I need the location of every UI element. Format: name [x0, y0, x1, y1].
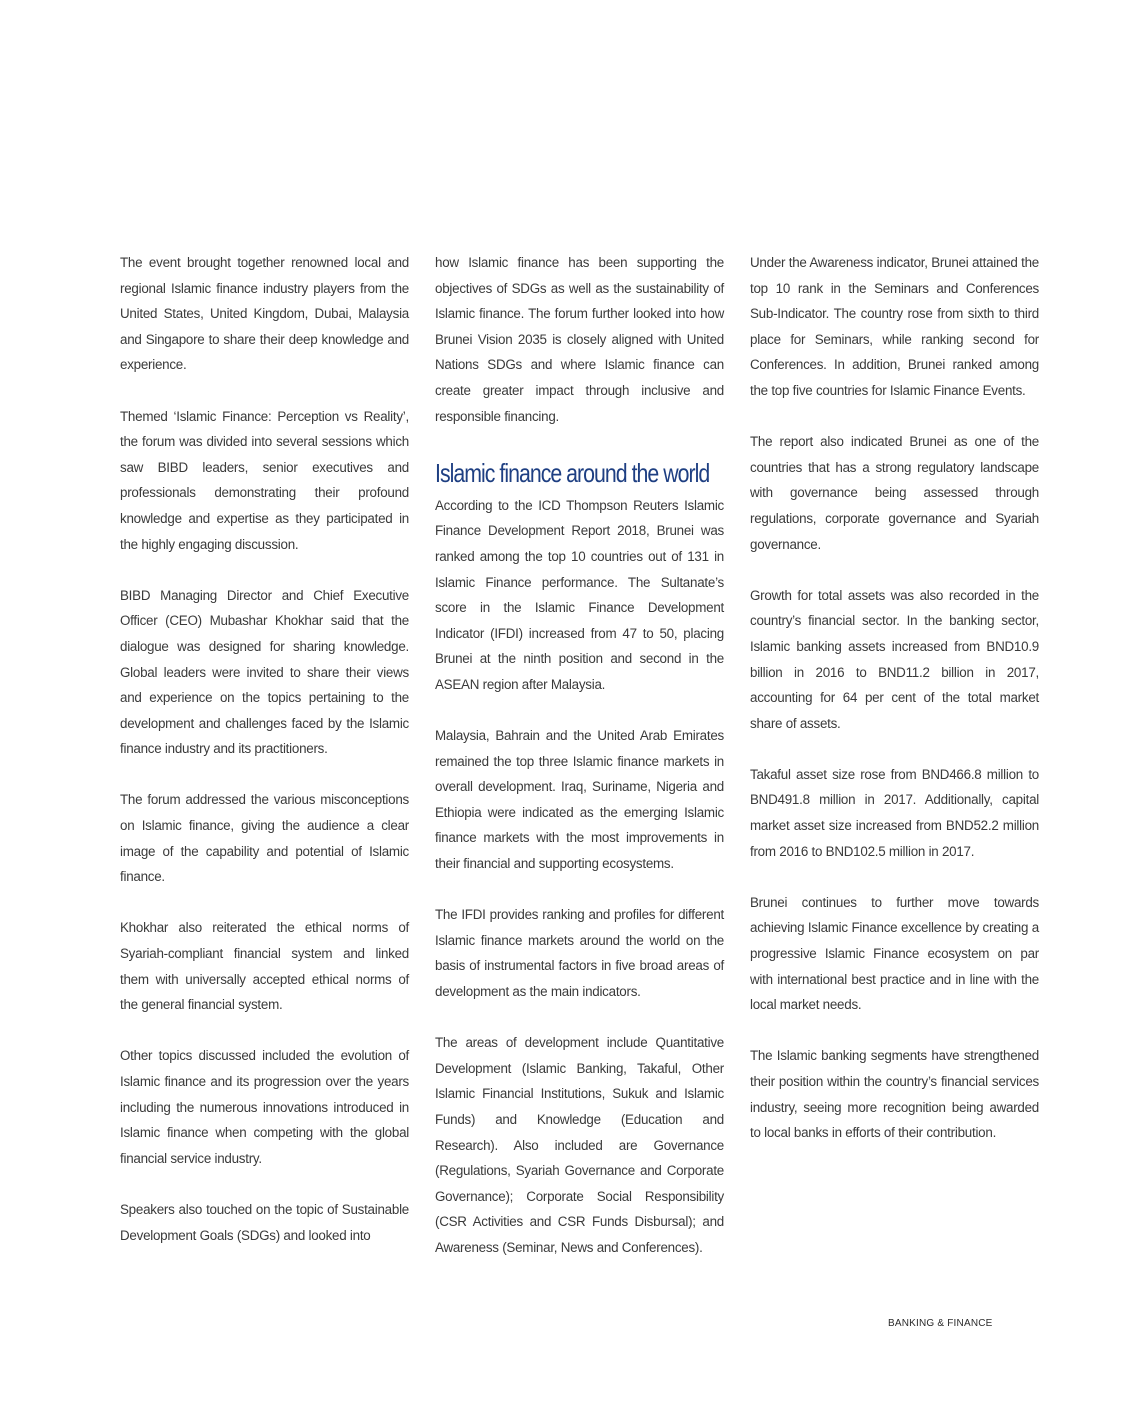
- paragraph: Takaful asset size rose from BND466.8 million to BND491.8 million in 2017. Additionally, capital market asset size increased from BND52.2 million from 2016 to BND102.5 million in 2017.: [750, 766, 1039, 859]
- section-heading: Islamic finance around the world: [435, 457, 710, 488]
- paragraph: Brunei continues to further move towards achieving Islamic Finance excellence by creating a progressive Islamic Finance ecosystem on par with international best practice and in line with the local market needs.: [750, 894, 1039, 1013]
- paragraph: BIBD Managing Director and Chief Executive Officer (CEO) Mubashar Khokhar said that the dialogue was designed for sharing knowledge. Global leaders were invited to share their views and experience on the topics pertaining to the development and challenges faced by the Islamic finance industry and its practitioners.: [120, 587, 409, 757]
- paragraph: Speakers also touched on the topic of Sustainable Development Goals (SDGs) and looked into: [120, 1201, 409, 1243]
- paragraph: The IFDI provides ranking and profiles for different Islamic finance markets around the world on the basis of instrumental factors in five broad areas of development as the main indicators.: [435, 907, 724, 1000]
- paragraph: According to the ICD Thompson Reuters Islamic Finance Development Report 2018, Brunei was ranked among the top 10 countries out of 131 in Islamic Finance performance. The Sultanate’s score in the Islamic Finance Development Indicator (IFDI) increased from 47 to 50, placing Brunei at the ninth position and second in the ASEAN region after Malaysia.: [435, 497, 724, 692]
- paragraph: how Islamic finance has been supporting the objectives of SDGs as well as the sustainability of Islamic finance. The forum further looked into how Brunei Vision 2035 is closely aligned with United Nations SDGs and where Islamic finance can create greater impact through inclusive and responsible financing.: [435, 255, 724, 424]
- paragraph: Malaysia, Bahrain and the United Arab Emirates remained the top three Islamic finance markets in overall development. Iraq, Suriname, Nigeria and Ethiopia were indicated as the emerging Islamic finance markets with the most improvements in their financial and supporting ecosystems.: [435, 728, 724, 872]
- paragraph: Under the Awareness indicator, Brunei attained the top 10 rank in the Seminars and Conferences Sub-Indicator. The country rose from sixth to third place for Seminars, while ranking second for Conferences. In addition, Brunei ranked among the top five countries for Islamic Finance Events.: [750, 255, 1039, 398]
- footer-section-label: BANKING & FINANCE: [888, 1318, 993, 1329]
- column-3: [750, 250, 1039, 1171]
- paragraph: Growth for total assets was also recorded in the country’s financial sector. In the banking sector, Islamic banking assets increased from BND10.9 billion in 2016 to BND11.2 billion in 2017, accounting for 64 per cent of the total market share of assets.: [750, 587, 1039, 731]
- paragraph: The forum addressed the various misconceptions on Islamic finance, giving the audience a clear image of the capability and potential of Islamic finance.: [120, 792, 409, 885]
- paragraph: Khokhar also reiterated the ethical norms of Syariah-compliant financial system and linked them with universally accepted ethical norms of the general financial system.: [120, 920, 409, 1013]
- paragraph: Other topics discussed included the evolution of Islamic finance and its progression over the years including the numerous innovations introduced in Islamic finance when competing with the global financial service industry.: [120, 1048, 409, 1166]
- paragraph: The areas of development include Quantitative Development (Islamic Banking, Takaful, Other Islamic Financial Institutions, Sukuk and Islamic Funds) and Knowledge (Education and Research). Also included are Governance (Regulations, Syariah Governance and Corporate Governance); Corporate Social Responsibility (CSR Activities and CSR Funds Disbursal); and Awareness (Seminar, News and Conferences).: [435, 1035, 724, 1255]
- paragraph: The Islamic banking segments have strengthened their position within the country’s financial services industry, seeing more recognition being awarded to local banks in efforts of their contribution.: [750, 1048, 1039, 1141]
- column-1: [120, 250, 409, 1274]
- paragraph: Themed ‘Islamic Finance: Perception vs Reality’, the forum was divided into several sessions which saw BIBD leaders, senior executives and professionals demonstrating their profound knowledge and expertise as they participated in the highly engaging discussion.: [120, 408, 409, 552]
- paragraph: The event brought together renowned local and regional Islamic finance industry players from the United States, United Kingdom, Dubai, Malaysia and Singapore to share their deep knowledge and experience.: [120, 255, 409, 373]
- paragraph: The report also indicated Brunei as one of the countries that has a strong regulatory landscape with governance being assessed through regulations, corporate governance and Syariah governance.: [750, 434, 1039, 552]
- column-2: [435, 250, 724, 1286]
